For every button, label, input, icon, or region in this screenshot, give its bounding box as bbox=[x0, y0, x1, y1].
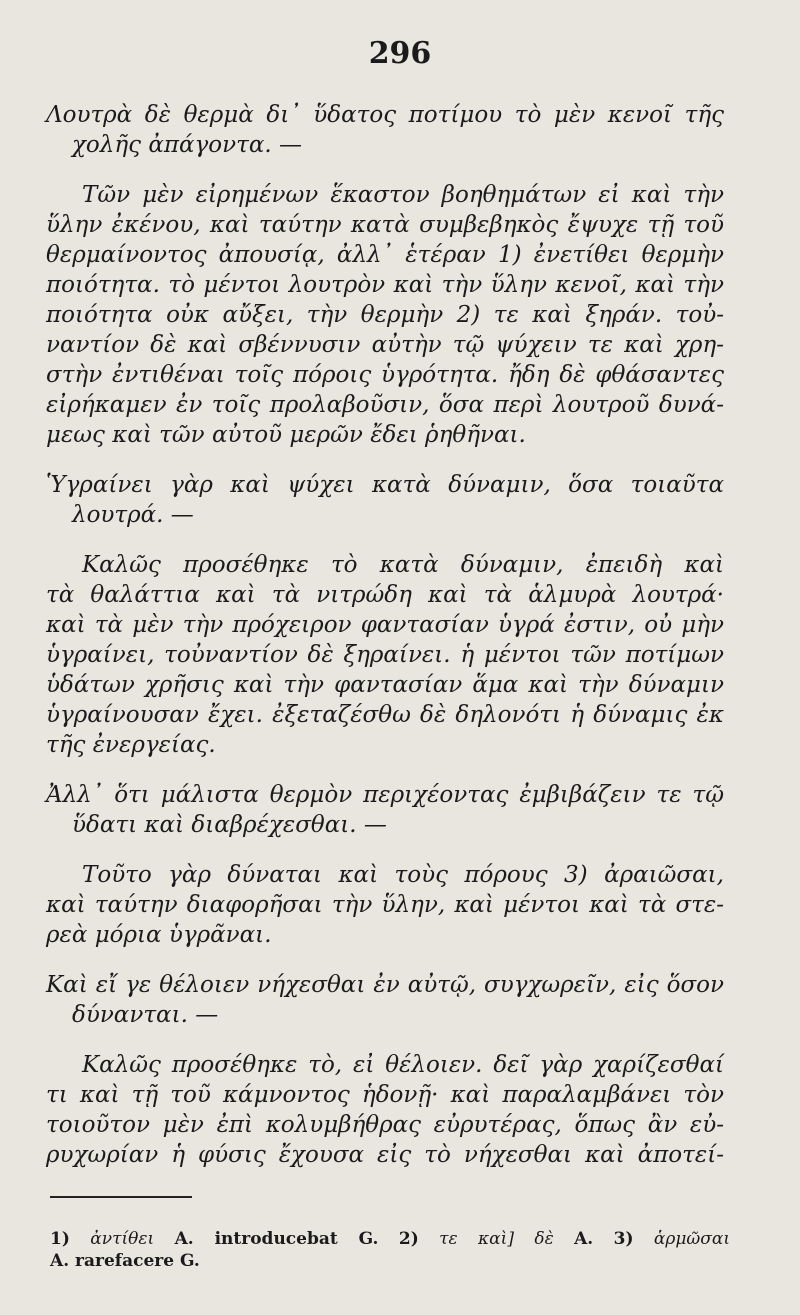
text-line: τὰ θαλάττια καὶ τὰ νιτρώδη καὶ τὰ ἁλμυρὰ λουτρά· bbox=[46, 582, 724, 608]
text-line: χολῆς ἀπάγοντα. — bbox=[72, 132, 302, 158]
text-line: Καὶ εἴ γε θέλοιεν νήχεσθαι ἐν αὐτῷ, συγχωρεῖν, εἰς ὅσον bbox=[46, 972, 724, 998]
text-line: ὑδάτων χρῆσις καὶ τὴν φαντασίαν ἅμα καὶ τὴν δύναμιν bbox=[46, 672, 724, 698]
footnote-3-marker: 3) bbox=[613, 1229, 634, 1249]
text-line: μεως καὶ τῶν αὐτοῦ μερῶν ἔδει ῥηθῆναι. bbox=[46, 422, 526, 448]
text-line: ρεὰ μόρια ὑγρᾶναι. bbox=[46, 922, 272, 948]
text-line: Καλῶς προσέθηκε τὸ κατὰ δύναμιν, ἐπειδὴ καὶ bbox=[82, 552, 724, 578]
footnote-1-text: A. introducebat G. bbox=[174, 1229, 379, 1249]
text-line: ὕλην ἐκένου, καὶ ταύτην κατὰ συμβεβηκὸς ἔψυχε τῇ τοῦ bbox=[46, 212, 724, 238]
footnote-line-1 bbox=[50, 1228, 730, 1250]
footnote-2-greek: τε καὶ] δὲ bbox=[439, 1229, 554, 1249]
text-line: καὶ τὰ μὲν τὴν πρόχειρον φαντασίαν ὑγρά ἐστιν, οὐ μὴν bbox=[46, 612, 724, 638]
text-line: ὑγραίνει, τοὐναντίον δὲ ξηραίνει. ἡ μέντοι τῶν ποτίμων bbox=[46, 642, 724, 668]
footnote-2-text: A. bbox=[574, 1229, 594, 1249]
text-line: τοιοῦτον μὲν ἐπὶ κολυμβήθρας εὐρυτέρας, ὅπως ἂν εὐ- bbox=[46, 1112, 724, 1138]
text-line: Λουτρὰ δὲ θερμὰ δι᾽ ὕδατος ποτίμου τὸ μὲν κενοῖ τῆς bbox=[46, 102, 724, 128]
footnote-3-greek: ἁρμῶσαι bbox=[653, 1229, 731, 1249]
text-line: ποιότητα. τὸ μέντοι λουτρὸν καὶ τὴν ὕλην κενοῖ, καὶ τὴν bbox=[46, 272, 724, 298]
text-line: Τοῦτο γὰρ δύναται καὶ τοὺς πόρους 3) ἀραιῶσαι, bbox=[82, 862, 724, 888]
text-line: εἰρήκαμεν ἐν τοῖς προλαβοῦσιν, ὅσα περὶ λουτροῦ δυνά- bbox=[46, 392, 724, 418]
text-line: Ὑγραίνει γὰρ καὶ ψύχει κατὰ δύναμιν, ὅσα τοιαῦτα bbox=[46, 472, 724, 498]
text-line: δύνανται. — bbox=[72, 1002, 219, 1028]
text-line: λουτρά. — bbox=[72, 502, 194, 528]
text-line: τῆς ἐνεργείας. bbox=[46, 732, 216, 758]
text-line: ὑγραίνουσαν ἔχει. ἐξεταζέσθω δὲ δηλονότι ἡ δύναμις ἐκ bbox=[46, 702, 724, 728]
footnote-1-greek: ἀντίθει bbox=[90, 1229, 155, 1249]
text-line: στὴν ἐντιθέναι τοῖς πόροις ὑγρότητα. ἤδη δὲ φθάσαντες bbox=[46, 362, 724, 388]
page-number: 296 bbox=[368, 36, 432, 71]
text-line: ποιότητα οὐκ αὔξει, τὴν θερμὴν 2) τε καὶ ξηράν. τοὐ- bbox=[46, 302, 724, 328]
footnote-2-marker: 2) bbox=[398, 1229, 419, 1249]
text-line: θερμαίνοντος ἀπουσίᾳ, ἀλλ᾽ ἑτέραν 1) ἐνετίθει θερμὴν bbox=[46, 242, 724, 268]
footnote-rule bbox=[50, 1196, 192, 1198]
text-line: τι καὶ τῇ τοῦ κάμνοντος ἡδονῇ· καὶ παραλαμβάνει τὸν bbox=[46, 1082, 724, 1108]
footnote-3-text: A. rarefacere G. bbox=[50, 1251, 200, 1271]
text-line: ναντίον δὲ καὶ σβέννυσιν αὐτὴν τῷ ψύχειν τε καὶ χρη- bbox=[46, 332, 724, 358]
text-line: Καλῶς προσέθηκε τὸ, εἰ θέλοιεν. δεῖ γὰρ χαρίζεσθαί bbox=[82, 1052, 724, 1078]
footnote-1-marker: 1) bbox=[50, 1229, 70, 1249]
text-line: Τῶν μὲν εἰρημένων ἕκαστον βοηθημάτων εἰ καὶ τὴν bbox=[82, 182, 724, 208]
text-line: Ἀλλ᾽ ὅτι μάλιστα θερμὸν περιχέοντας ἐμβιβάζειν τε τῷ bbox=[46, 782, 724, 808]
text-line: ρυχωρίαν ἡ φύσις ἔχουσα εἰς τὸ νήχεσθαι καὶ ἀποτεί- bbox=[46, 1142, 724, 1168]
text-line: ὕδατι καὶ διαβρέχεσθαι. — bbox=[72, 812, 387, 838]
text-line: καὶ ταύτην διαφορῆσαι τὴν ὕλην, καὶ μέντοι καὶ τὰ στε- bbox=[46, 892, 724, 918]
footnote-line-2 bbox=[50, 1250, 730, 1272]
